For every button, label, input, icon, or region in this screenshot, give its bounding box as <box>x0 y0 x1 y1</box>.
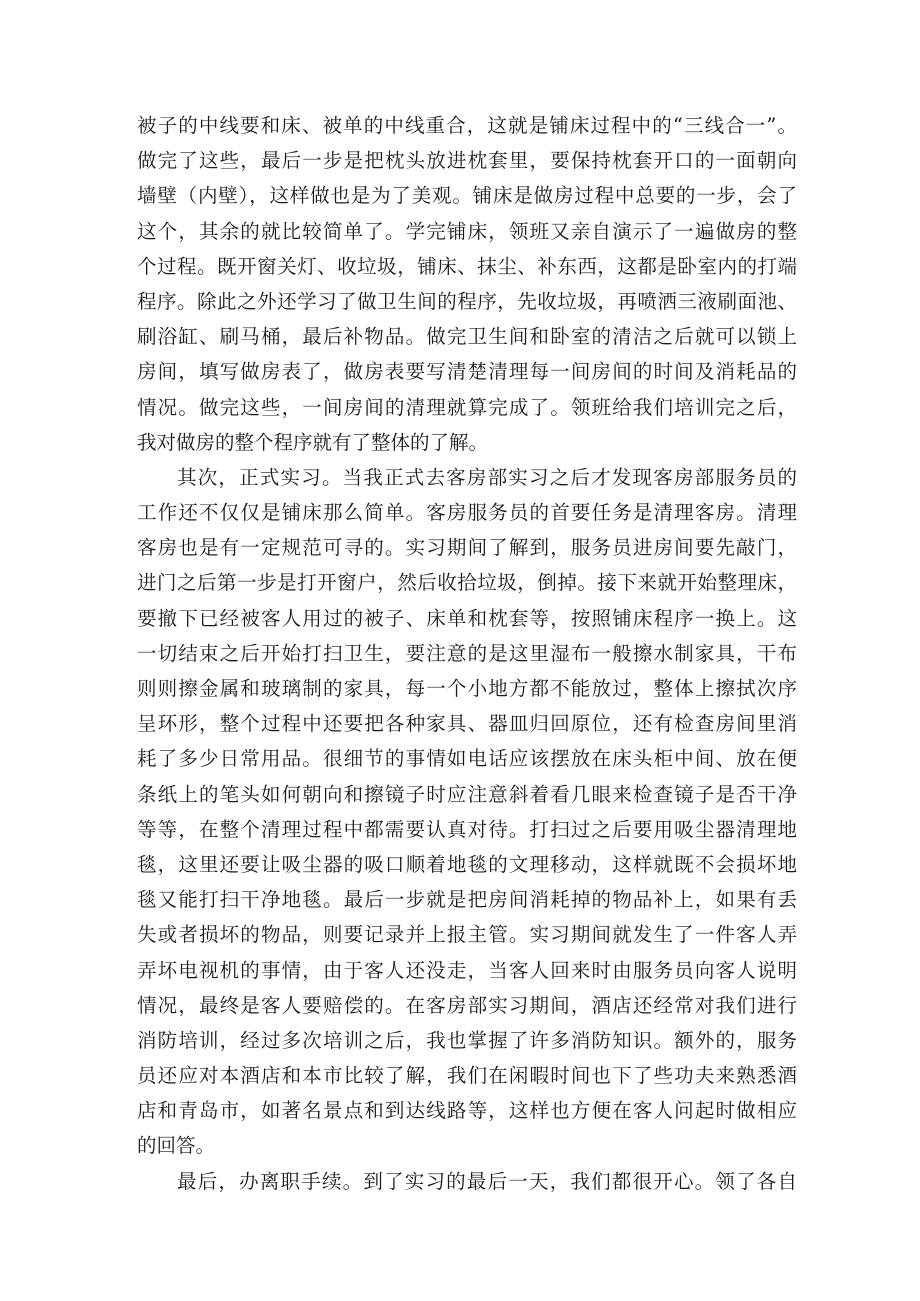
text-line: 其次，正式实习。当我正式去客房部实习之后才发现客房部服务员的 <box>177 465 797 489</box>
text-line: 弄坏电视机的事情，由于客人还没走，当客人回来时由服务员向客人说明 <box>137 958 797 982</box>
text-line: 一切结束之后开始打扫卫生，要注意的是这里湿布一般擦水制家具，干布 <box>137 641 797 665</box>
text-line: 进门之后第一步是打开窗户，然后收拾垃圾，倒掉。接下来就开始整理床， <box>137 571 797 595</box>
text-line: 情况。做完这些，一间房间的清理就算完成了。领班给我们培训完之后， <box>137 395 797 419</box>
paragraph-3 <box>137 1164 797 1199</box>
document-body <box>137 108 797 1199</box>
text-line: 员还应对本酒店和本市比较了解，我们在闲暇时间也下了些功夫来熟悉酒 <box>137 1064 797 1088</box>
text-line: 毯，这里还要让吸尘器的吸口顺着地毯的文理移动，这样就既不会损坏地 <box>137 852 797 876</box>
text-line: 消防培训，经过多次培训之后，我也掌握了许多消防知识。额外的，服务 <box>137 1028 797 1052</box>
text-line: 房间，填写做房表了，做房表要写清楚清理每一间房间的时间及消耗品的 <box>137 360 797 384</box>
text-line: 做完了这些，最后一步是把枕头放进枕套里，要保持枕套开口的一面朝向 <box>137 149 797 173</box>
text-line: 的回答。 <box>137 1134 216 1158</box>
text-line: 个过程。既开窗关灯、收垃圾，铺床、抹尘、补东西，这都是卧室内的打端 <box>137 254 797 278</box>
text-line: 被子的中线要和床、被单的中线重合，这就是铺床过程中的“三线合一”。 <box>137 114 797 137</box>
text-line: 工作还不仅仅是铺床那么简单。客房服务员的首要任务是清理客房。清理 <box>137 501 797 525</box>
text-line: 店和青岛市，如著名景点和到达线路等，这样也方便在客人问起时做相应 <box>137 1099 797 1123</box>
text-line: 呈环形，整个过程中还要把各种家具、器皿归回原位，还有检查房间里消 <box>137 712 797 736</box>
text-line: 客房也是有一定规范可寻的。实习期间了解到，服务员进房间要先敲门， <box>137 536 797 560</box>
paragraph-1 <box>137 108 797 460</box>
text-line: 条纸上的笔头如何朝向和擦镜子时应注意斜着看几眼来检查镜子是否干净 <box>137 782 797 806</box>
text-line: 失或者损坏的物品，则要记录并上报主管。实习期间就发生了一件客人弄 <box>137 923 797 947</box>
text-line: 等等，在整个清理过程中都需要认真对待。打扫过之后要用吸尘器清理地 <box>137 817 797 841</box>
paragraph-2 <box>137 460 797 1164</box>
text-line: 要撤下已经被客人用过的被子、床单和枕套等，按照铺床程序一换上。这 <box>137 606 797 630</box>
text-line: 毯又能打扫干净地毯。最后一步就是把房间消耗掉的物品补上，如果有丢 <box>137 888 797 912</box>
text-line: 耗了多少日常用品。很细节的事情如电话应该摆放在床头柜中间、放在便 <box>137 747 797 771</box>
text-line: 刷浴缸、刷马桶，最后补物品。做完卫生间和卧室的清洁之后就可以锁上 <box>137 325 797 349</box>
text-line: 程序。除此之外还学习了做卫生间的程序，先收垃圾，再喷洒三液刷面池、 <box>137 289 797 313</box>
text-line: 这个，其余的就比较简单了。学完铺床，领班又亲自演示了一遍做房的整 <box>137 219 797 243</box>
text-line: 情况，最终是客人要赔偿的。在客房部实习期间，酒店还经常对我们进行 <box>137 993 797 1017</box>
text-line: 最后，办离职手续。到了实习的最后一天，我们都很开心。领了各自 <box>177 1169 797 1193</box>
text-line: 墙壁（内壁），这样做也是为了美观。铺床是做房过程中总要的一步，会了 <box>137 184 797 208</box>
text-line: 我对做房的整个程序就有了整体的了解。 <box>137 430 489 454</box>
text-line: 则则擦金属和玻璃制的家具，每一个小地方都不能放过，整体上擦拭次序 <box>137 677 797 700</box>
